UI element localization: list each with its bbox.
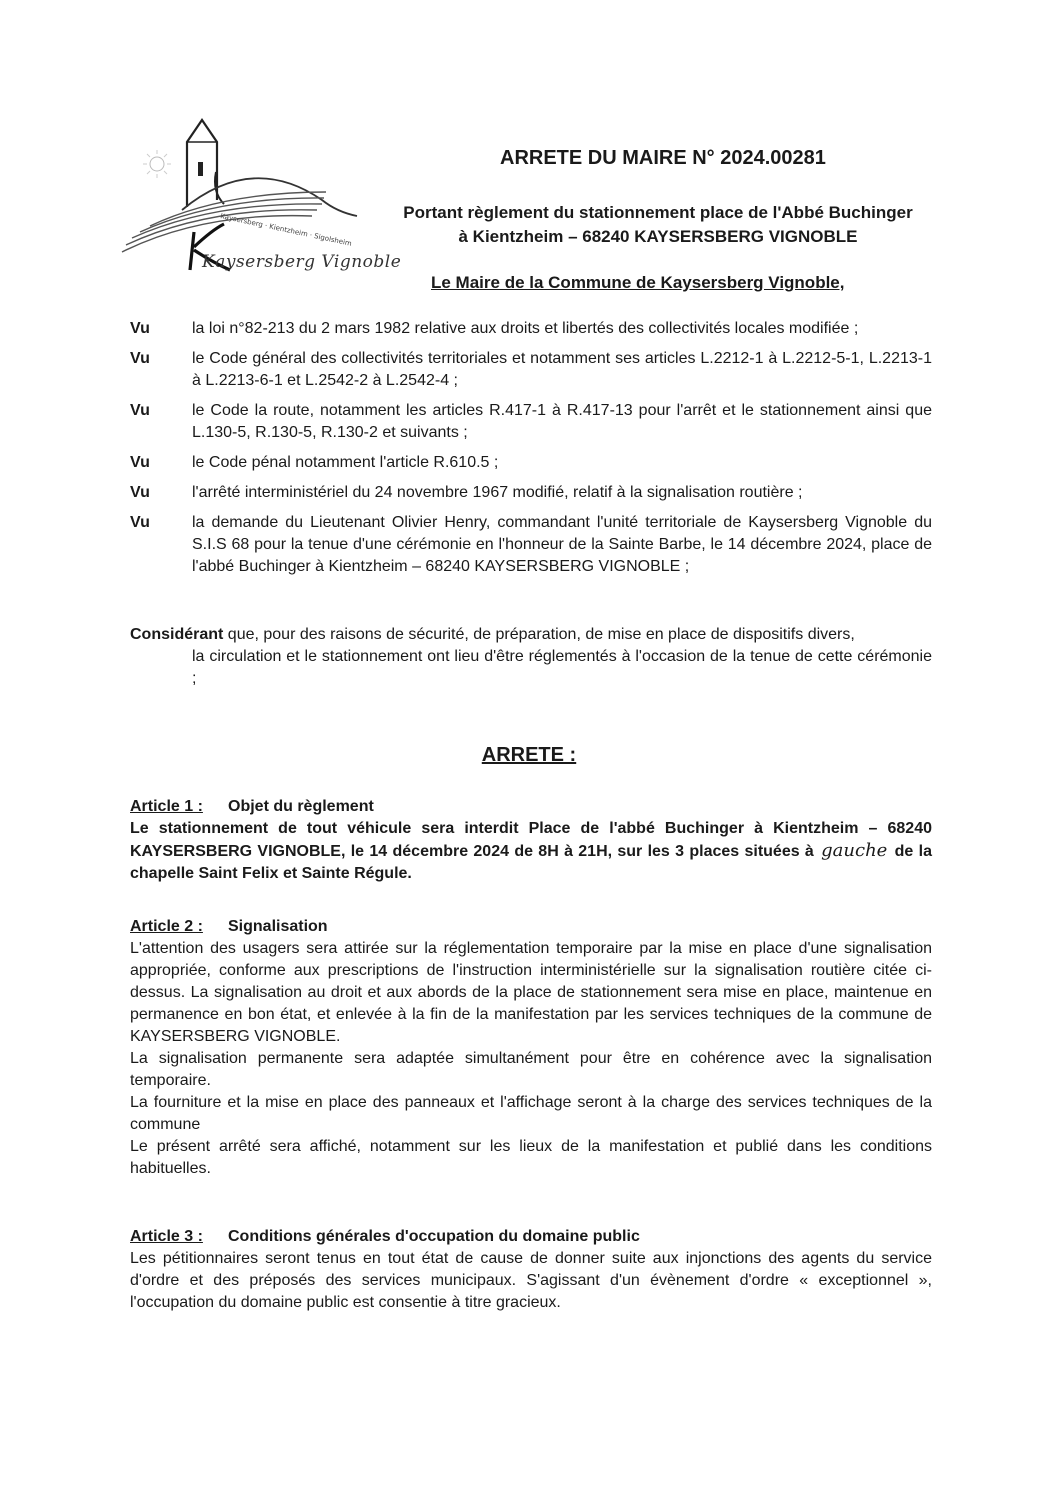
article-number: Article 2 : (130, 918, 203, 935)
article-paragraph: La signalisation permanente sera adaptée simultanément pour être en cohérence avec la signalisation temporaire. (130, 1050, 932, 1089)
article-paragraph: L'attention des usagers sera attirée sur la réglementation temporaire par la mise en place d'une signalisation appropriée, conforme aux prescriptions de l'instruction interministérielle sur la signalisation routière citée ci-dessus. La signalisation au droit et aux abords de la place de stationnement sera mise en place, maintenue en permanence en bon état, et enlevée à la fin de la manifestation par les services techniques de la commune de KAYSERSBERG VIGNOBLE. (130, 940, 932, 1045)
article-number: Article 3 : (130, 1228, 203, 1245)
vu-text: la loi n°82-213 du 2 mars 1982 relative aux droits et libertés des collectivités locales modifiée ; (192, 320, 859, 337)
article-2 (130, 916, 932, 1180)
vu-label: Vu (130, 484, 150, 501)
vu-label: Vu (130, 514, 150, 531)
article-heading (130, 916, 932, 938)
article-paragraph: Les pétitionnaires seront tenus en tout état de cause de donner suite aux injonctions des agents du service d'ordre et des préposés des services municipaux. S'agissant d'un évènement d'ordre « exceptionnel », l'occupation du domaine public est consentie à titre gracieux. (130, 1250, 932, 1311)
mayor-heading: Le Maire de la Commune de Kaysersberg Vignoble, (431, 273, 845, 292)
article-body-text: de la chapelle Saint Felix et Sainte Régule. (130, 843, 932, 882)
vu-text: la demande du Lieutenant Olivier Henry, commandant l'unité territoriale de Kaysersberg Vignoble du S.I.S 68 pour la tenue d'une cérémonie en l'honneur de la Sainte Barbe, le 14 décembre 2024, place de l'abbé Buchinger à Kientzheim – 68240 KAYSERSBERG VIGNOBLE ; (192, 514, 932, 575)
article-number: Article 1 : (130, 798, 203, 815)
article-title: Conditions générales d'occupation du domaine public (228, 1228, 640, 1245)
vu-text: le Code général des collectivités territoriales et notamment ses articles L.2212-1 à L.2212-5-1, L.2213-1 à L.2213-6-1 et L.2542-2 à L.2542-4 ; (192, 350, 932, 389)
logo-ribbon-text: Kaysersberg · Kientzheim · Sigolsheim (219, 212, 353, 248)
handwritten-correction: gauche (821, 840, 888, 861)
considerant-text-first: que, pour des raisons de sécurité, de préparation, de mise en place de dispositifs divers, (223, 626, 855, 643)
vu-item (130, 400, 932, 444)
vu-item (130, 348, 932, 392)
decree-subtitle: Portant règlement du stationnement place de l'Abbé Buchinger à Kientzheim – 68240 KAYSERSBERG VIGNOBLE (403, 203, 913, 246)
article-paragraph: La fourniture et la mise en place des panneaux et l'affichage seront à la charge des services techniques de la commune (130, 1094, 932, 1133)
logo-handwriting: Kaysersberg Vignoble (202, 252, 402, 272)
vu-label: Vu (130, 350, 150, 367)
vu-text: le Code pénal notamment l'article R.610.5 ; (192, 454, 499, 471)
considerant-label: Considérant (130, 626, 224, 643)
vu-item (130, 452, 932, 474)
considerant-text-rest: la circulation et le stationnement ont lieu d'être réglementés à l'occasion de la tenue de cette cérémonie ; (192, 648, 932, 687)
vu-item (130, 318, 932, 340)
vu-label: Vu (130, 402, 150, 419)
article-3 (130, 1226, 932, 1314)
article-title: Objet du règlement (228, 798, 374, 815)
vu-label: Vu (130, 454, 150, 471)
vu-text: l'arrêté interministériel du 24 novembre 1967 modifié, relatif à la signalisation routière ; (192, 484, 803, 501)
considerant-paragraph (130, 624, 932, 690)
arrete-heading-text: ARRETE : (481, 744, 577, 766)
arrete-heading (0, 744, 1058, 767)
vu-list (130, 318, 932, 586)
article-title: Signalisation (228, 918, 328, 935)
article-heading (130, 796, 932, 818)
article-1 (130, 796, 932, 885)
article-heading (130, 1226, 932, 1248)
article-body (130, 818, 932, 885)
vu-item (130, 512, 932, 578)
vu-item (130, 482, 932, 504)
vu-label: Vu (130, 320, 150, 337)
vu-text: le Code la route, notamment les articles R.417-1 à R.417-13 pour l'arrêt et le stationnement ainsi que L.130-5, R.130-5, R.130-2 et suivants ; (192, 402, 932, 441)
article-body-text: Le stationnement de tout véhicule sera interdit Place de l'abbé Buchinger à Kientzheim – 68240 KAYSERSBERG VIGNOBLE, le 14 décembre 2024 de 8H à 21H, sur les 3 places situées à (130, 820, 932, 860)
decree-title: ARRETE DU MAIRE N° 2024.00281 (500, 147, 826, 169)
article-paragraph: Le présent arrêté sera affiché, notamment sur les lieux de la manifestation et publié dans les conditions habituelles. (130, 1138, 932, 1177)
